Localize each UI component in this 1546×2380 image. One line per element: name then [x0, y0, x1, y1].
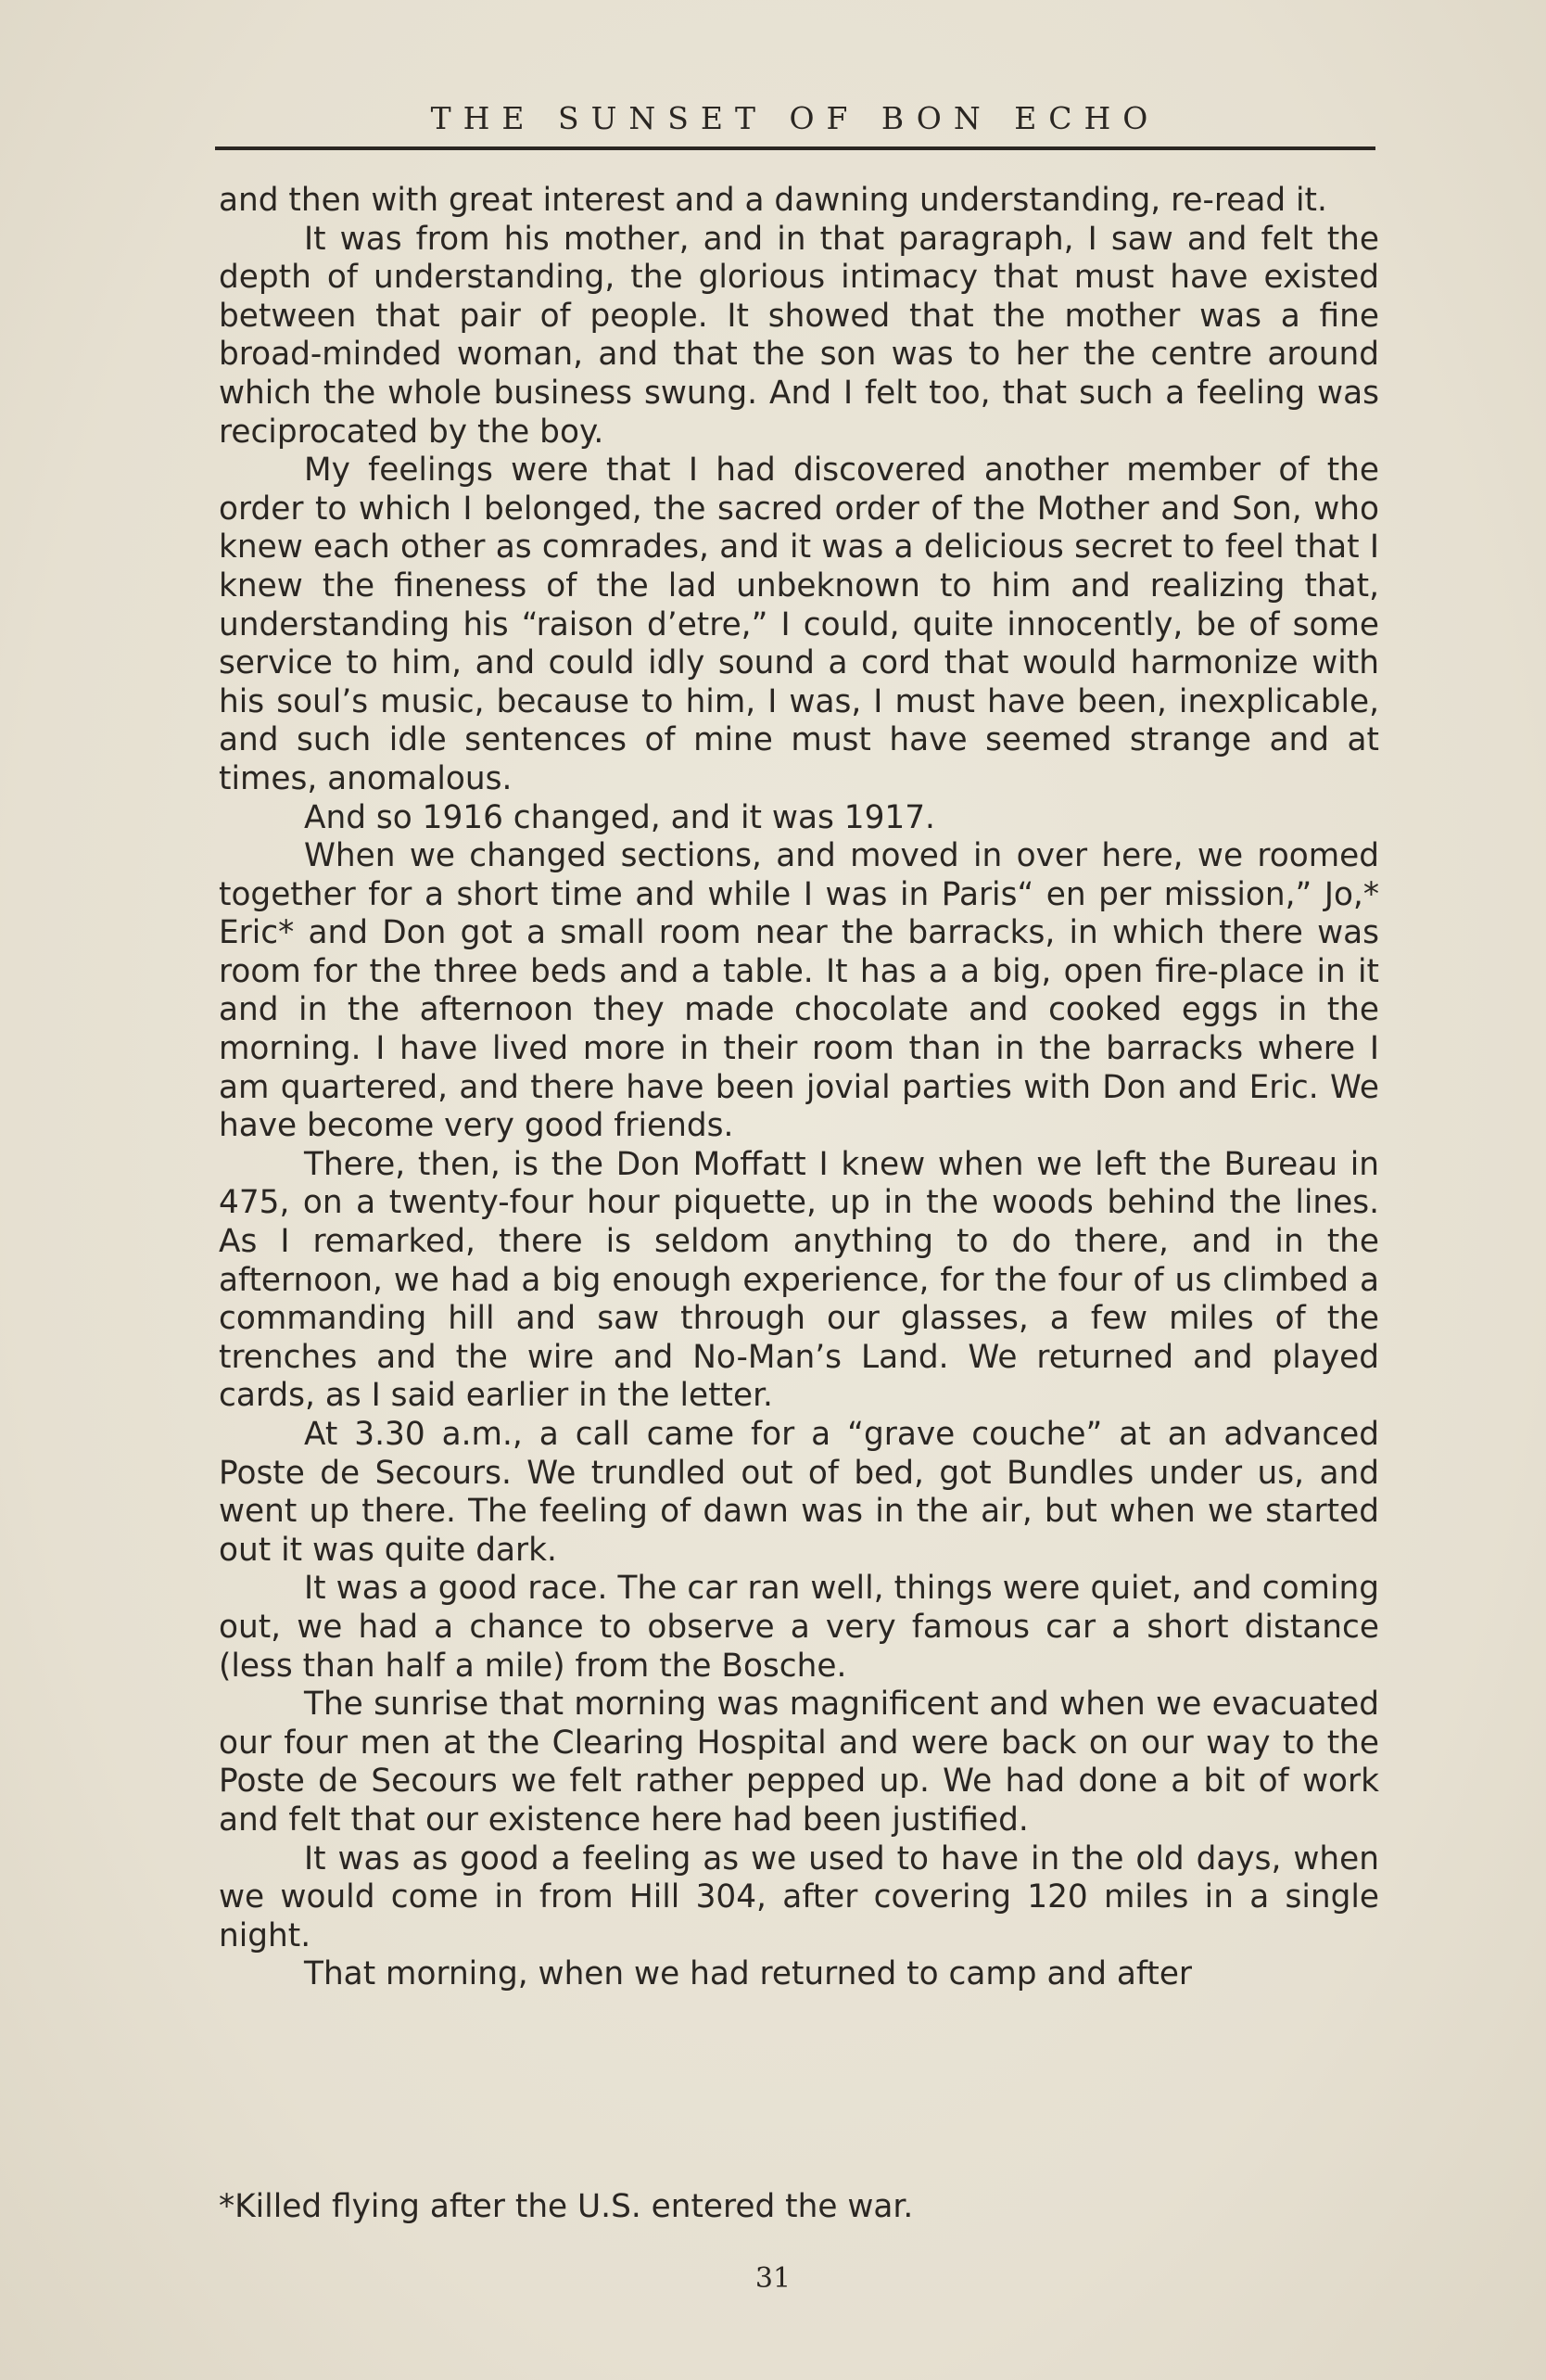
paragraph: When we changed sections, and moved in over here, we roomed together for a short time and while I was in Paris“ en per mission,” Jo,* Eric* and Don got a small room near the barracks, in which there was room for the three beds and a table. It has a a big, open fire-place in it and in the afternoon they made chocolate and cooked eggs in the morning. I have lived more in their room than in the barracks where I am quartered, and there have been jovial parties with Don and Eric. We have become very good friends. — [219, 837, 1379, 1145]
paragraph: That morning, when we had returned to camp and after — [304, 1955, 1193, 1993]
paragraph: There, then, is the Don Moffatt I knew when we left the Bureau in 475, on a twenty-four hour piquette, up in the woods behind the lines. As I remarked, there is seldom anything to do there, and in the afternoon, we had a big enough experience, for the four of us climbed a commanding hill and saw through our glasses, a few miles of the trenches and the wire and No-Man’s Land. We returned and played cards, as I said earlier in the letter. — [219, 1145, 1379, 1415]
paragraph: At 3.30 a.m., a call came for a “grave couche” at an advanced Poste de Secours. We trundled out of bed, got Bundles under us, and went up there. The feeling of dawn was in the air, but when we started out it was quite dark. — [219, 1416, 1379, 1569]
header-rule — [215, 146, 1375, 150]
page-number: 31 — [754, 2262, 792, 2295]
paragraph: And so 1916 changed, and it was 1917. — [304, 798, 935, 836]
running-head: THE SUNSET OF BON ECHO — [430, 100, 1160, 136]
paragraph: It was a good race. The car ran well, things were quiet, and coming out, we had a chance to observe a very famous car a short distance (less than half a mile) from the Bosche. — [219, 1570, 1379, 1685]
paragraph: It was from his mother, and in that paragraph, I saw and felt the depth of understanding, the glorious intimacy that must have existed between that pair of people. It showed that the mother was a fine broad-minded woman, and that the son was to her the centre around which the whole business swung. And I felt too, that such a feeling was reciprocated by the boy. — [219, 220, 1379, 451]
paragraph: It was as good a feeling as we used to have in the old days, when we would come in from Hill 304, after covering 120 miles in a single night. — [219, 1839, 1379, 1954]
paragraph: and then with great interest and a dawning understanding, re-read it. — [219, 182, 1327, 219]
page-header — [215, 100, 1375, 156]
footnote: *Killed flying after the U.S. entered the war. — [219, 2188, 914, 2225]
body-text — [219, 182, 1379, 1994]
paragraph: My feelings were that I had discovered another member of the order to which I belonged, the sacred order of the Mother and Son, who knew each other as comrades, and it was a delicious secret to feel that I knew the fineness of the lad unbeknown to him and realizing that, understanding his “raison d’etre,” I could, quite innocently, be of some service to him, and could idly sound a cord that would harmonize with his soul’s music, because to him, I was, I must have been, inexplicable, and such idle sentences of mine must have seemed strange and at times, anomalous. — [219, 452, 1379, 797]
paragraph: The sunrise that morning was magnificent and when we evacuated our four men at the Clearing Hospital and were back on our way to the Poste de Secours we felt rather pepped up. We had done a bit of work and felt that our existence here had been justified. — [219, 1686, 1379, 1839]
